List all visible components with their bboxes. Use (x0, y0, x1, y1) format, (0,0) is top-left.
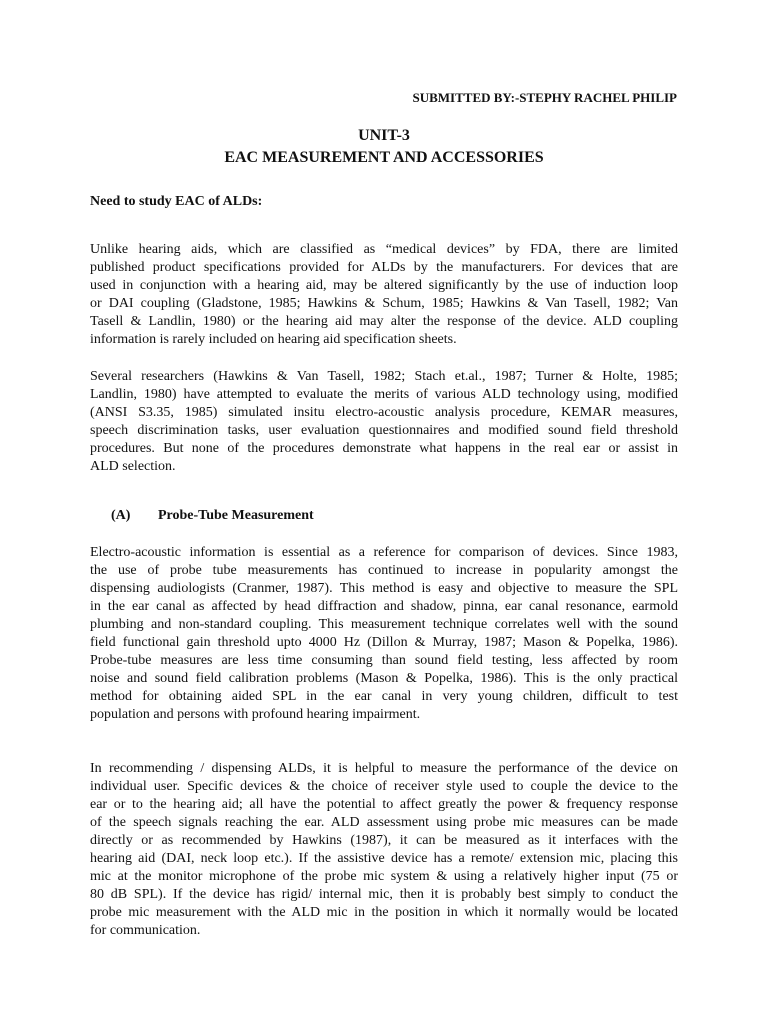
paragraph-line: dispensing audiologists (Cranmer, 1987). This method is easy and objective to measure the SPL (90, 581, 678, 596)
paragraph-line: plumbing and non-standard coupling. This measurement technique correlates well with the sound (90, 617, 678, 632)
paragraph-line: or DAI coupling (Gladstone, 1985; Hawkins & Schum, 1985; Hawkins & Van Tasell, 1982; Van (90, 296, 678, 311)
paragraph-line: method for obtaining aided SPL in the ear canal in very young children, difficult to test (90, 689, 678, 704)
paragraph-line: population and persons with profound hearing impairment. (90, 707, 421, 722)
paragraph-line: the use of probe tube measurements has continued to increase in popularity amongst the (90, 563, 678, 578)
submitted-by: SUBMITTED BY:-STEPHY RACHEL PHILIP (412, 90, 677, 105)
paragraph-line: ear or to the hearing aid; all have the potential to affect greatly the power & frequency response (90, 797, 678, 812)
paragraph-2 (90, 368, 678, 476)
paragraph-line: Landlin, 1980) have attempted to evaluate the merits of various ALD technology using, modified (90, 387, 678, 402)
paragraph-line: procedures. But none of the procedures demonstrate what happens in the real ear or assist in (90, 441, 678, 456)
paragraph-line: hearing aid (DAI, neck loop etc.). If the assistive device has a remote/ extension mic, placing this (90, 851, 678, 866)
paragraph-line: for communication. (90, 923, 201, 938)
paragraph-4 (90, 760, 678, 940)
paragraph-line: noise and sound field calibration problems (Mason & Popelka, 1986). This is the only practical (90, 671, 678, 686)
paragraph-line: directly or as recommended by Hawkins (1987), it can be measured as it interfaces with the (90, 833, 678, 848)
unit-label: UNIT-3 (358, 127, 410, 144)
paragraph-line: published product specifications provided for ALDs by the manufacturers. For devices that are (90, 260, 678, 275)
document-title: EAC MEASUREMENT AND ACCESSORIES (224, 149, 544, 166)
section-heading: Need to study EAC of ALDs: (90, 194, 263, 209)
paragraph-line: Electro-acoustic information is essential as a reference for comparison of devices. Since 1983, (90, 545, 678, 560)
paragraph-line: Several researchers (Hawkins & Van Tasell, 1982; Stach et.al., 1987; Turner & Holte, 1985; (90, 369, 678, 384)
paragraph-line: information is rarely included on hearing aid specification sheets. (90, 332, 457, 347)
paragraph-line: speech discrimination tasks, user evaluation questionnaires and modified sound field threshold (90, 423, 678, 438)
section-a-marker: (A) (111, 508, 131, 523)
paragraph-line: Tasell & Landlin, 1980) or the hearing aid may alter the response of the device. ALD coupling (90, 314, 678, 329)
paragraph-3 (90, 544, 678, 724)
paragraph-line: probe mic measurement with the ALD mic in the position in which it normally would be located (90, 905, 678, 920)
paragraph-line: individual user. Specific devices & the choice of receiver style used to couple the device to the (90, 779, 678, 794)
paragraph-line: (ANSI S3.35, 1985) simulated insitu electro-acoustic analysis procedure, KEMAR measures, (90, 405, 678, 420)
paragraph-line: ALD selection. (90, 459, 176, 474)
paragraph-line: used in conjunction with a hearing aid, may be altered significantly by the use of induction loop (90, 278, 678, 293)
paragraph-line: field functional gain threshold upto 4000 Hz (Dillon & Murray, 1987; Mason & Popelka, 1986). (90, 635, 678, 650)
paragraph-line: mic at the monitor microphone of the probe mic system & using a relatively higher input (75 or (90, 869, 678, 884)
paragraph-line: In recommending / dispensing ALDs, it is helpful to measure the performance of the device on (90, 761, 678, 776)
paragraph-line: of the speech signals reaching the ear. ALD assessment using probe mic measures can be made (90, 815, 678, 830)
section-a-title: Probe-Tube Measurement (158, 508, 314, 523)
paragraph-line: Probe-tube measures are less time consuming than sound field testing, less affected by room (90, 653, 678, 668)
paragraph-line: in the ear canal as affected by head diffraction and shadow, pinna, ear canal resonance, earmold (90, 599, 678, 614)
paragraph-line: 80 dB SPL). If the device has rigid/ internal mic, then it is probably best simply to conduct the (90, 887, 678, 902)
paragraph-line: Unlike hearing aids, which are classified as “medical devices” by FDA, there are limited (90, 242, 678, 257)
paragraph-1 (90, 241, 678, 349)
